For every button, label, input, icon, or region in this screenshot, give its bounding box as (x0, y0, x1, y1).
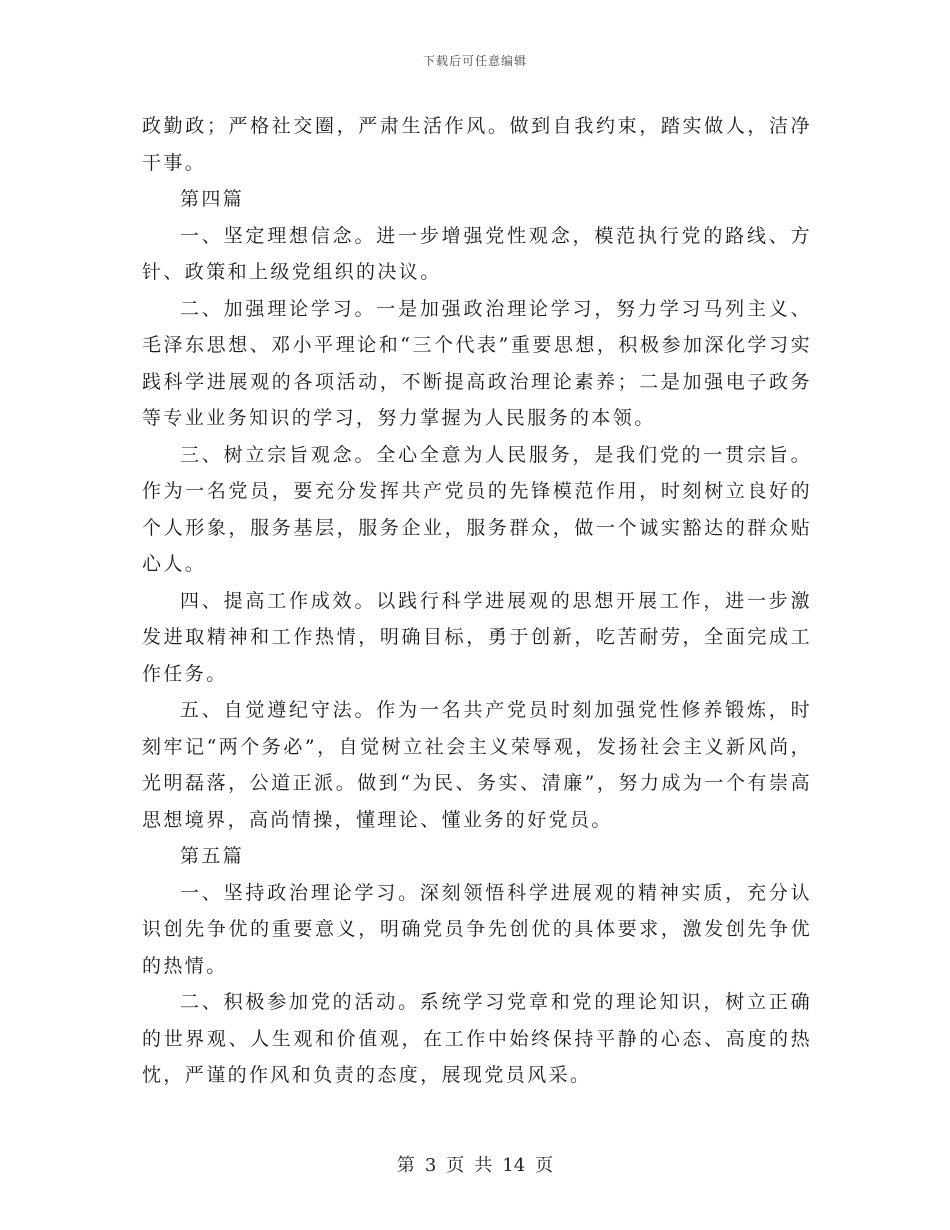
section-heading: 第四篇 (180, 188, 245, 210)
paragraph: 三、树立宗旨观念。全心全意为人民服务，是我们党的一贯宗旨。作为一名党员，要充分发挥共产党员的先锋模范作用，时刻树立良好的个人形象，服务基层，服务企业，服务群众，做一个诚实豁达的群众贴心人。 (142, 443, 812, 575)
section-heading: 第五篇 (180, 845, 245, 867)
footer-word-ye: 页 (446, 1155, 465, 1176)
paragraph: 一、坚定理想信念。进一步增强党性观念，模范执行党的路线、方针、政策和上级党组织的决议。 (142, 224, 812, 283)
page-footer (0, 1151, 950, 1177)
total-pages-number: 14 (502, 1155, 526, 1176)
paragraph: 五、自觉遵纪守法。作为一名共产党员时刻加强党性修养锻炼，时刻牢记“两个务必”，自觉树立社会主义荣辱观，发扬社会主义新风尚，光明磊落，公道正派。做到“为民、务实、清廉”，努力成为一个有崇高思想境界，高尚情操，懂理论、懂业务的好党员。 (142, 699, 812, 831)
current-page-number: 3 (424, 1155, 437, 1176)
footer-word-gong: 共 (474, 1155, 493, 1176)
paragraph: 四、提高工作成效。以践行科学进展观的思想开展工作，进一步激发进取精神和工作热情，明确目标，勇于创新，吃苦耐劳，全面完成工作任务。 (142, 589, 812, 685)
paragraph: 二、加强理论学习。一是加强政治理论学习，努力学习马列主义、毛泽东思想、邓小平理论和“三个代表”重要思想，积极参加深化学习实践科学进展观的各项活动，不断提高政治理论素养；二是加强电子政务等专业业务知识的学习，努力掌握为人民服务的本领。 (142, 297, 812, 429)
document-body (142, 108, 812, 1094)
page-header: 下载后可任意编辑 (422, 54, 527, 68)
paragraph-continued: 政勤政；严格社交圈，严肃生活作风。做到自我约束，踏实做人，洁净干事。 (142, 115, 812, 174)
paragraph: 二、积极参加党的活动。系统学习党章和党的理论知识，树立正确的世界观、人生观和价值观，在工作中始终保持平静的心态、高度的热忱，严谨的作风和负责的态度，展现党员风采。 (142, 991, 812, 1086)
footer-word-ye2: 页 (535, 1155, 554, 1176)
footer-word-di: 第 (396, 1155, 415, 1176)
paragraph: 一、坚持政治理论学习。深刻领悟科学进展观的精神实质，充分认识创先争优的重要意义，明确党员争先创优的具体要求，激发创先争优的热情。 (142, 881, 812, 977)
